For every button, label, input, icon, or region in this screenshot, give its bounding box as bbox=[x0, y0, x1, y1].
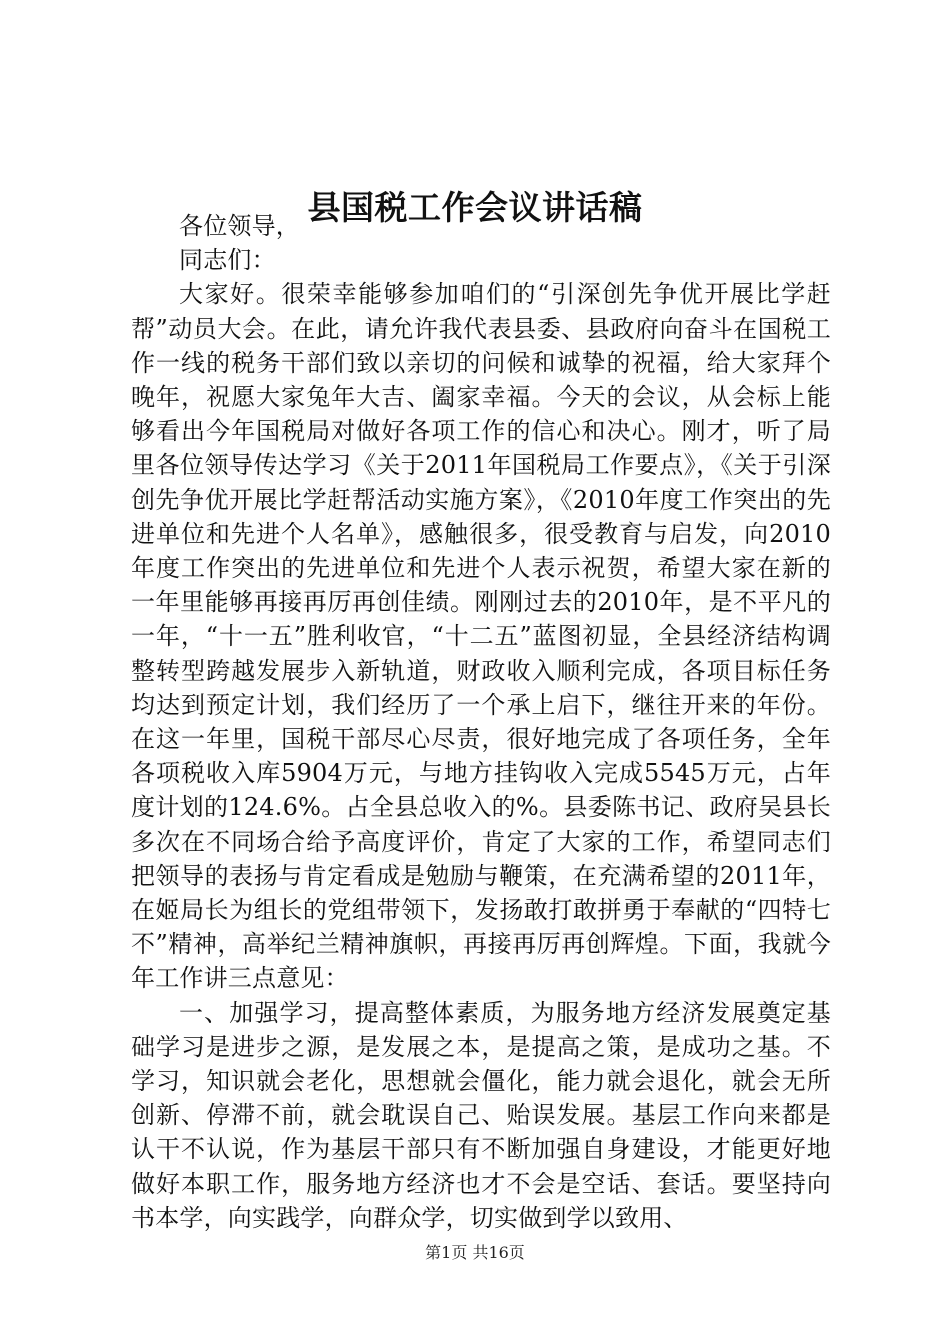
body-paragraph-section-one: 一、加强学习，提高整体素质，为服务地方经济发展奠定基础学习是进步之源，是发展之本，是提高之策，是成功之基。不学习，知识就会老化，思想就会僵化，能力就会退化，就会无所创新、停滞不前，就会耽误自己、贻误发展。基层工作向来都是认干不认说，作为基层干部只有不断加强自身建设，才能更好地做好本职工作，服务地方经济也才不会是空话、套话。要坚持向书本学，向实践学，向群众学，切实做到学以致用、 bbox=[131, 998, 831, 1232]
document-title: 县国税工作会议讲话稿 bbox=[307, 188, 643, 227]
salutation-comrades: 同志们： bbox=[179, 246, 276, 275]
page-number: 第1页 共16页 bbox=[425, 1243, 525, 1262]
salutation-leaders: 各位领导， bbox=[179, 212, 300, 240]
document-body bbox=[131, 209, 831, 1235]
body-paragraph-opening: 大家好。很荣幸能够参加咱们的“引深创先争优开展比学赶帮”动员大会。在此，请允许我代表县委、县政府向奋斗在国税工作一线的税务干部们致以亲切的问候和诚挚的祝福，给大家拜个晚年，祝愿大家兔年大吉、阖家幸福。今天的会议，从会标上能够看出今年国税局对做好各项工作的信心和决心。刚才，听了局里各位领导传达学习《关于2011年国税局工作要点》，《关于引深创先争优开展比学赶帮活动实施方案》，《2010年度工作突出的先进单位和先进个人名单》，感触很多，很受教育与启发，向2010年度工作突出的先进单位和先进个人表示祝贺，希望大家在新的一年里能够再接再厉再创佳绩。刚刚过去的2010年，是不平凡的一年，“十一五”胜利收官，“十二五”蓝图初显，全县经济结构调整转型跨越发展步入新轨道，财政收入顺利完成，各项目标任务均达到预定计划，我们经历了一个承上启下，继往开来的年份。在这一年里，国税干部尽心尽责，很好地完成了各项任务，全年各项税收入库5904万元，与地方挂钩收入完成5545万元，占年度计划的124.6%。占全县总收入的%。县委陈书记、政府吴县长多次在不同场合给予高度评价，肯定了大家的工作，希望同志们把领导的表扬与肯定看成是勉励与鞭策，在充满希望的2011年，在姬局长为组长的党组带领下，发扬敢打敢拼勇于奉献的“四特七不”精神，高举纪兰精神旗帜，再接再厉再创辉煌。下面，我就今年工作讲三点意见： bbox=[131, 280, 831, 993]
